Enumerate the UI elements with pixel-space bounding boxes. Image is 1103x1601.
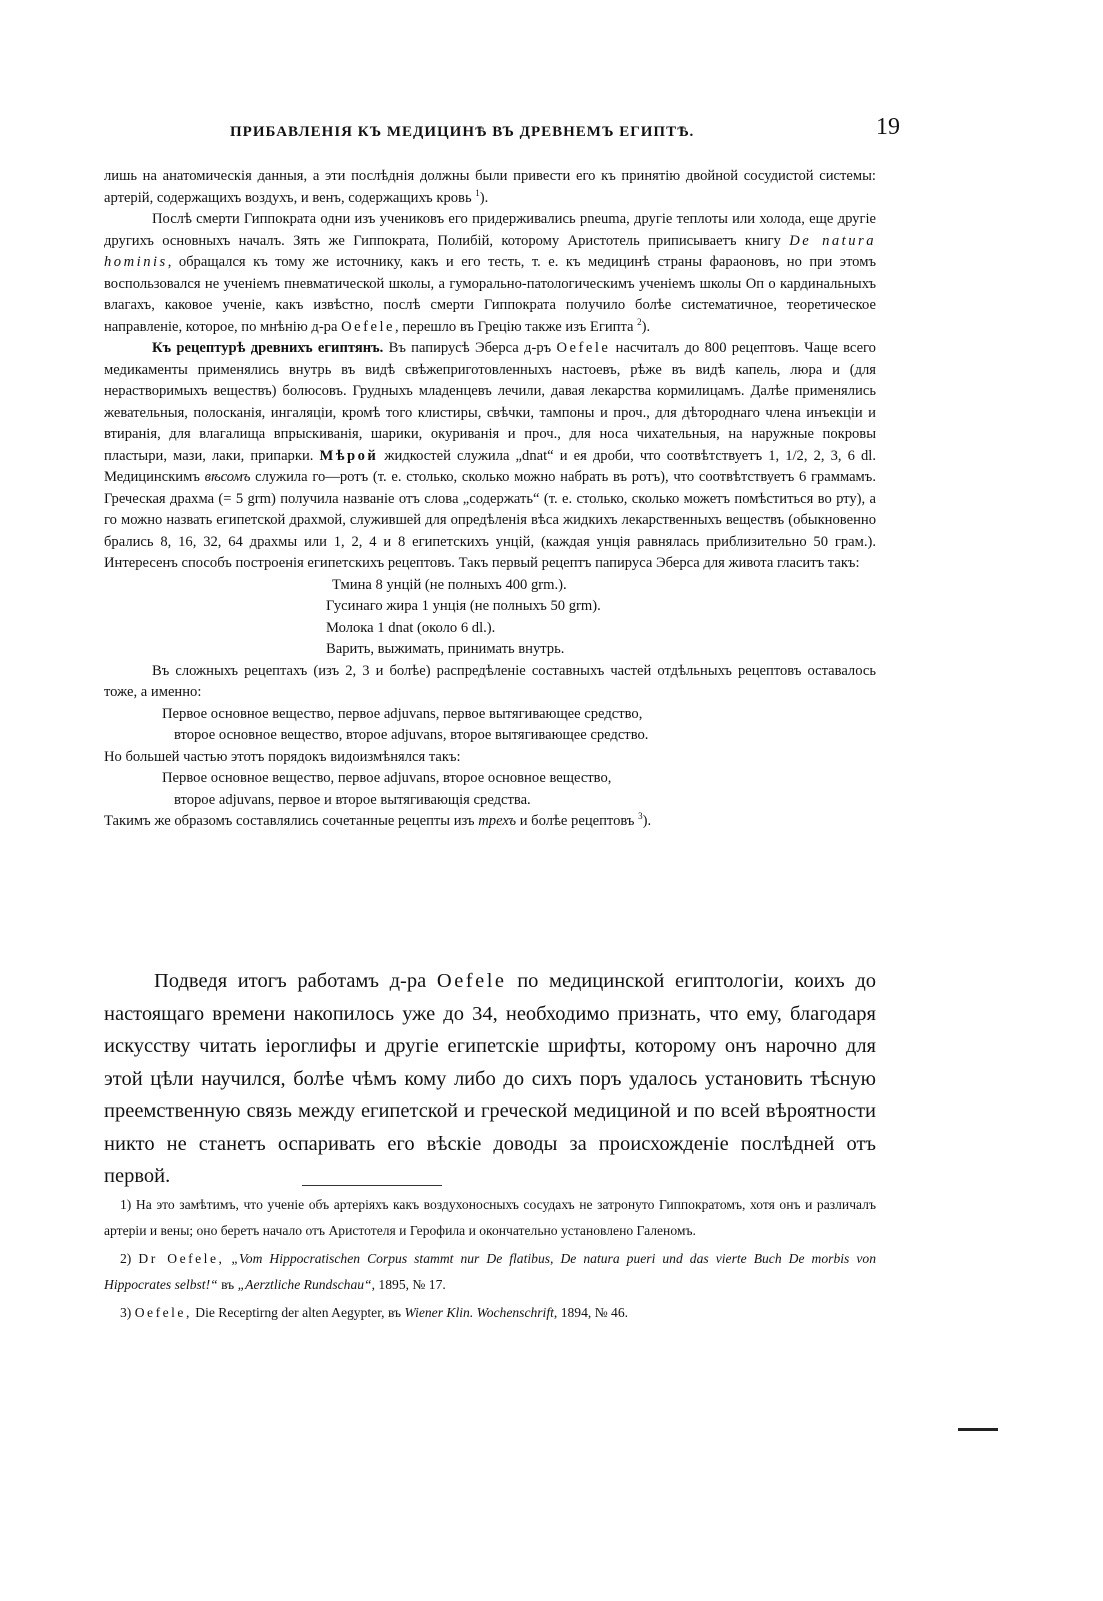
paragraph-1 bbox=[104, 166, 876, 209]
conclusion-text: Подведя итогъ работамъ д-ра bbox=[154, 970, 427, 992]
citation-title: „Vom Hippocratischen Corpus stammt nur De flatibus, De natura pueri und das vierte Buch De morbis von Hippocrates selbst!“ bbox=[104, 1251, 876, 1292]
footnote-text: въ bbox=[221, 1277, 235, 1292]
paragraph-3-text: Въ папирусѣ Эберса д-ръ bbox=[388, 340, 552, 356]
recipe-line: Гусинаго жира 1 унція (не полныхъ 50 grm). bbox=[326, 598, 601, 614]
footnote-text: На это замѣтимъ, что ученіе объ артеріяхъ какъ воздухоносныхъ сосудахъ не затронуто Гиппократомъ, хотя онъ и различалъ артеріи и вены; оно беретъ начало отъ Аристотеля и Герофила и окончательно установлено Галеномъ. bbox=[104, 1197, 876, 1238]
journal-title: „Aerztliche Rundschau“ bbox=[237, 1277, 372, 1292]
author-name: Oefele, bbox=[134, 1305, 192, 1320]
footnote-mark: 1) bbox=[120, 1197, 132, 1212]
paragraph-4: Въ сложныхъ рецептахъ (изъ 2, 3 и болѣе) распредѣленіе составныхъ частей отдѣльныхъ рецептовъ оставалось тоже, а именно: bbox=[104, 662, 876, 700]
recipe-line: Молока 1 dnat (около 6 dl.). bbox=[326, 619, 496, 636]
paragraph-5: Но большей частью этотъ порядокъ видоизмѣнялся такъ: bbox=[104, 748, 461, 765]
running-title: ПРИБАВЛЕНІЯ КЪ МЕДИЦИНѢ ВЪ ДРЕВНЕМЪ ЕГИПТѢ. bbox=[230, 124, 695, 140]
recipe-line: Варить, выжимать, принимать внутрь. bbox=[326, 641, 565, 657]
conclusion-text-2: по медицинской египтологіи, коихъ до настоящаго времени накопилось уже до 34, необходимо признать, что ему, благодаря искусству читать іероглифы и другіе египетскіе шрифты, которому онъ нарочно для этой цѣли научился, болѣе чѣмъ кому либо до сихъ поръ удалось установить тѣсную преемственную связь между египетской и греческой медициной и по всей вѣроятности никто не станетъ оспаривать его вѣскіе доводы за происхожденіе послѣдней отъ первой. bbox=[104, 970, 877, 1187]
paragraph-6-text: Такимъ же образомъ составлялись сочетанные рецепты изъ bbox=[104, 813, 475, 829]
scheme-line: Первое основное вещество, первое adjuvans, первое вытягивающее средство, bbox=[162, 705, 643, 722]
footnotes bbox=[104, 1192, 876, 1328]
main-text bbox=[104, 166, 876, 833]
punct: ). bbox=[479, 189, 489, 206]
paragraph-3-text-2: насчиталъ до 800 рецептовъ. Чаще всего медикаменты применялись внутрь въ видѣ свѣжеприготовленныхъ настоевъ, рѣже въ видѣ капель, люра и (для нерастворимыхъ веществъ) болюсовъ. Грудныхъ младенцевъ лечили, давая лекарства кормилицамъ. Далѣе применялись жевательныя, полосканія, ингаляціи, кромѣ того клистиры, свѣчки, тампоны и проч., для дѣтороднаго члена инъекціи и втиранія, для влагалища впрыскиванія, шарики, окуриванія и проч., для носа чихательныя, на наружные покровы пластыри, мази, лаки, припарки. bbox=[104, 340, 876, 464]
margin-dash-mark bbox=[958, 1428, 998, 1431]
footnote-text: Die Receptirng der alten Aegypter, въ bbox=[195, 1305, 402, 1320]
paragraph-2-text-2: , обращался къ тому же источнику, какъ и его тесть, т. е. къ медицинѣ страны фараоновъ, но при этомъ воспользовался не ученіемъ пневматической школы, а гуморально-патологическимъ ученіемъ школы Оп о кардинальныхъ влагахъ, каковое ученіе, какъ извѣстно, послѣ смерти Гиппократа получило болѣе систематичное, теоретическое направленіе, которое, по мнѣнію д-ра bbox=[104, 254, 876, 335]
term-ves: вѣсомъ bbox=[204, 469, 251, 485]
footnote-mark: 2) bbox=[120, 1251, 132, 1266]
term-mera: Мѣрой bbox=[319, 447, 379, 464]
scheme-line: Первое основное вещество, первое adjuvans, второе основное вещество, bbox=[162, 770, 612, 786]
footnote-tail: , 1895, № 17. bbox=[371, 1277, 446, 1292]
paragraph-2-text-3: , перешло въ Грецію также изъ Египта bbox=[395, 318, 634, 335]
footnote-1 bbox=[104, 1192, 876, 1244]
paragraph-2 bbox=[104, 209, 876, 338]
footnote-ref-2: 2 bbox=[637, 316, 642, 327]
footnote-ref-1: 1 bbox=[475, 187, 480, 198]
scheme-line: второе adjuvans, первое и второе вытягивающія средства. bbox=[174, 791, 531, 808]
page-header bbox=[110, 114, 900, 150]
author-name: Oefele bbox=[341, 318, 396, 335]
page-number: 19 bbox=[876, 114, 900, 140]
emphasis: трехъ bbox=[478, 813, 517, 829]
paragraph-3 bbox=[104, 338, 876, 575]
punct: ). bbox=[642, 813, 652, 829]
paragraph-3-text-4: служила го—ротъ (т. е. столько, сколько можно набрать въ ротъ), что соотвѣтствуетъ 6 граммамъ. Греческая драхма (= 5 grm) получила названіе отъ слова „содержать“ (т. е. столько, сколько можетъ помѣститься во рту), а го можно назвать египетской драхмой, служившей для опредѣленія вѣса жидкихъ лекарственныхъ веществъ (обыкновенно брались 8, 16, 32, 64 драхмы или 1, 2, 4 и 8 египетскихъ унцій, (каждая унція равнялась приблизительно 50 грам.). Интересенъ способъ построенія египетскихъ рецептовъ. Такъ первый рецептъ папируса Эберса для живота гласитъ такъ: bbox=[104, 469, 876, 571]
footnote-divider bbox=[302, 1185, 442, 1186]
paragraph-2-text: Послѣ смерти Гиппократа одни изъ учениковъ его придерживались pneuma, другіе теплоты или холода, еще другіе другихъ основныхъ началъ. Зять же Гиппократа, Полибій, которому Аристотель приписываетъ книгу bbox=[104, 211, 876, 249]
footnote-2 bbox=[104, 1246, 876, 1298]
footnote-tail: , 1894, № 46. bbox=[553, 1305, 629, 1320]
recipe-line: Тмина 8 унцій (не полныхъ 400 grm.). bbox=[332, 576, 567, 593]
author-name: Dr Oefele, bbox=[138, 1251, 225, 1266]
paragraph-3-text-3: жидкостей служила „dnat“ и ея дроби, что соотвѣтствуетъ 1, 1/2, 2, 3, 6 dl. Медицинскимъ bbox=[104, 447, 876, 485]
footnote-ref-3: 3 bbox=[638, 811, 643, 822]
author-name: Oefele bbox=[556, 340, 611, 356]
footnote-3 bbox=[104, 1300, 876, 1326]
scheme-line: второе основное вещество, второе adjuvans, второе вытягивающее средство. bbox=[174, 727, 649, 743]
footnote-mark: 3) bbox=[120, 1305, 132, 1320]
conclusion-paragraph bbox=[104, 965, 876, 1193]
journal-title: Wiener Klin. Wochenschrift bbox=[404, 1305, 554, 1320]
book-title: De natura hominis bbox=[104, 232, 876, 270]
author-name: Oefele bbox=[436, 970, 507, 992]
paragraph-6-text-2: и болѣе рецептовъ bbox=[519, 813, 635, 829]
punct: ). bbox=[641, 318, 651, 335]
paragraph-6 bbox=[104, 811, 876, 833]
section-lead: Къ рецептурѣ древнихъ египтянъ. bbox=[152, 340, 384, 356]
paragraph-1-text: лишь на анатомическія данныя, а эти послѣднія должны были привести его къ принятію двойной сосудистой системы: артерій, содержащихъ воздухъ, и венъ, содержащихъ кровь bbox=[104, 168, 876, 206]
